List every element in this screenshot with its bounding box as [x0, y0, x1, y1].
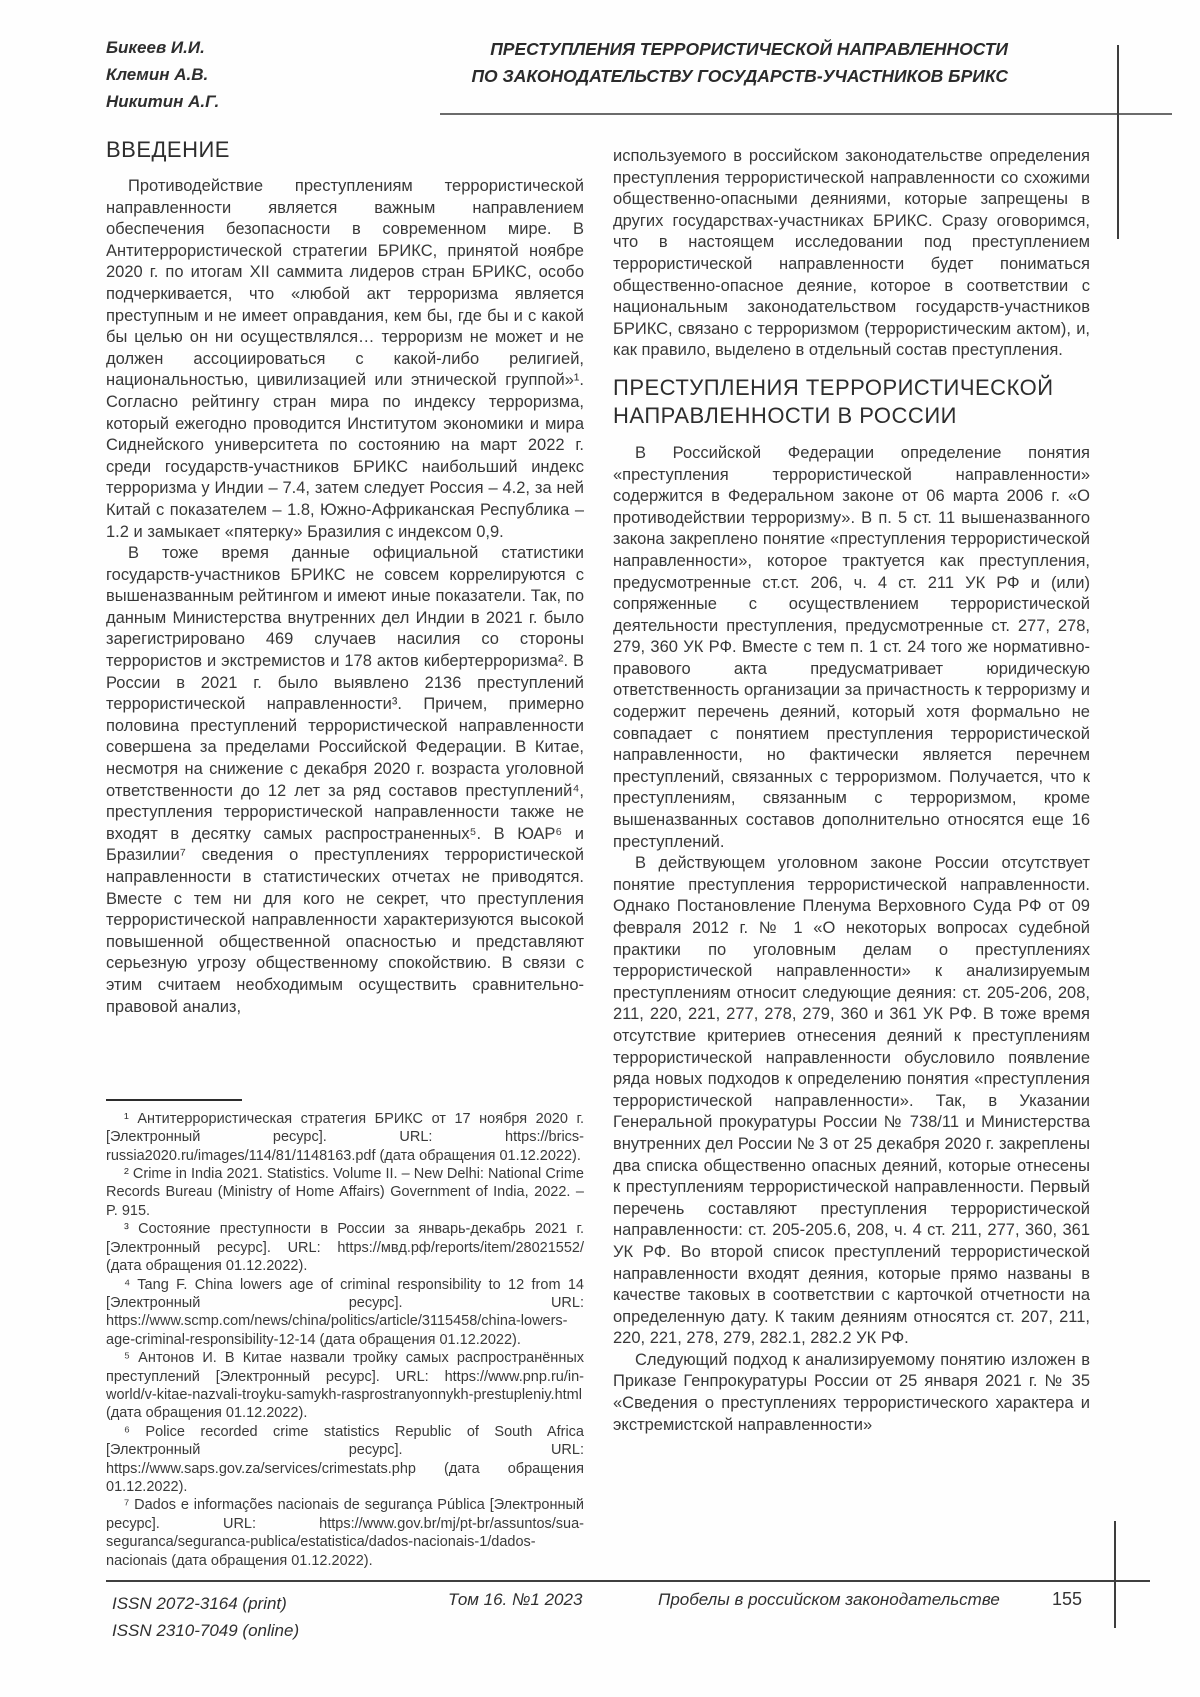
footnote: ⁷ Dados e informações nacionais de segurança Pública [Электронный ресурс]. URL: https://www.gov.br/mj/pt-br/assuntos/sua-seguranca/seguranca-publica/estatistica/dados-nacionais-1/dados-nacionais (дата обращения 01.12.2022).	[106, 1497, 584, 1569]
footnotes-block	[106, 1099, 584, 1570]
header-vertical-rule	[1117, 45, 1119, 239]
page-number: 155	[1052, 1589, 1083, 1609]
issn-block	[112, 1590, 299, 1644]
issn-print: ISSN 2072-3164 (print)	[112, 1594, 287, 1613]
footnote: ⁶ Police recorded crime statistics Republic of South Africa [Электронный ресурс]. URL: https://www.saps.gov.za/services/crimestats.php (дата обращения 01.12.2022).	[106, 1423, 584, 1495]
section-heading-crimes-in-russia: ПРЕСТУПЛЕНИЯ ТЕРРОРИСТИЧЕСКОЙ НАПРАВЛЕННОСТИ В РОССИИ	[613, 374, 1054, 428]
footnote: ² Crime in India 2021. Statistics. Volume II. – New Delhi: National Crime Records Bureau (Ministry of Home Affairs) Government of India, 2022. – P. 915.	[106, 1166, 584, 1219]
section-heading-introduction: ВВЕДЕНИЕ	[106, 137, 230, 162]
article-title-line: ПО ЗАКОНОДАТЕЛЬСТВУ ГОСУДАРСТВ-УЧАСТНИКОВ БРИКС	[471, 66, 1008, 86]
paragraph: используемого в российском законодательстве определения преступления террористической направленности со схожими общественно-опасными деяниями, которые запрещены в других государствах-участниках БРИКС. Сразу оговоримся, что в настоящем исследовании под преступлением террористической направленности будет пониматься общественно-опасное деяние, которое в соответствии с национальным законодательством государств-участников БРИКС, связано с терроризмом (террористическим актом), и, как правило, выделено в отдельный состав преступления.	[613, 147, 1090, 360]
footnote: ³ Состояние преступности в России за январь-декабрь 2021 г. [Электронный ресурс]. URL: https://мвд.рф/reports/item/28021552/ (дата обращения 01.12.2022).	[106, 1221, 584, 1275]
issn-online: ISSN 2310-7049 (online)	[112, 1621, 300, 1640]
article-title-line: ПРЕСТУПЛЕНИЯ ТЕРРОРИСТИЧЕСКОЙ НАПРАВЛЕННОСТИ	[490, 39, 1008, 59]
author-name: Клемин А.В.	[106, 65, 209, 84]
author-name: Бикеев И.И.	[106, 38, 205, 57]
right-column	[613, 146, 1090, 1578]
footer-vertical-rule	[1114, 1521, 1116, 1628]
header-horizontal-rule	[440, 113, 1172, 115]
article-title	[388, 36, 1008, 90]
paragraph: Противодействие преступлениям террористической направленности является важным направлением обеспечения безопасности в современном мире. В Антитеррористической стратегии БРИКС, принятой ноябре 2020 г. по итогам XII саммита лидеров стран БРИКС, особо подчеркивается, что «любой акт терроризма является преступным и не имеет оправдания, кем бы, где бы и с какой бы целью он ни осуществлялся… терроризм не может и не должен ассоциироваться с какой-либо религией, национальностью, цивилизацией или этнической группой»¹. Согласно рейтингу стран мира по индексу терроризма, который ежегодно проводится Институтом экономики и мира Сиднейского университета по состоянию на март 2022 г. среди государств-участников БРИКС наибольший индекс терроризма у Индии – 7.4, затем следует Россия – 4.2, за ней Китай с показателем – 1.8, Южно-Африканская Республика – 1.2 и замыкает «пятерку» Бразилия с индексом 0,9.	[106, 177, 584, 541]
volume-issue-label: Том 16. №1 2023	[448, 1590, 583, 1609]
journal-name: Пробелы в российском законодательстве	[658, 1590, 1000, 1609]
paragraph: В Российской Федерации определение понятия «преступления террористической направленности» содержится в Федеральном законе от 06 марта 2006 г. «О противодействии терроризму». В п. 5 ст. 11 вышеназванного закона закреплено понятие «преступления террористической направленности», которое трактуется как преступления, предусмотренные ст.ст. 206, ч. 4 ст. 211 УК РФ и (или) сопряженные с осуществлением террористической деятельности преступления, предусмотренные ст. 277, 278, 279, 360 УК РФ. Вместе с тем п. 1 ст. 24 того же нормативно-правового акта предусматривает юридическую ответственность организации за причастность к терроризму и содержит перечень деяний, который хотя формально не совпадает с понятием преступления террористической направленности, но фактически является перечнем преступлений, связанных с терроризмом. Получается, что к преступлениям, связанным с терроризмом, кроме вышеназванных составов дополнительно относятся еще 16 преступлений.	[613, 443, 1090, 851]
footer-horizontal-rule	[106, 1580, 1150, 1582]
paragraph: Следующий подход к анализируемому понятию изложен в Приказе Генпрокуратуры России от 25 января 2021 г. № 35 «Сведения о преступлениях террористического характера и экстремистской направленности»	[613, 1350, 1090, 1434]
footnote: ¹ Антитеррористическая стратегия БРИКС от 17 ноября 2020 г. [Электронный ресурс]. URL: https://brics-russia2020.ru/images/114/81/1148163.pdf (дата обращения 01.12.2022).	[106, 1110, 584, 1164]
paragraph: В действующем уголовном законе России отсутствует понятие преступления террористической направленности. Однако Постановление Пленума Верховного Суда РФ от 09 февраля 2012 г. № 1 «О некоторых вопросах судебной практики по уголовным делам о преступлениях террористической направленности» к анализируемым преступлениям относит следующие деяния: ст. 205-206, 208, 211, 220, 221, 277, 278, 279, 360 и 361 УК РФ. В тоже время отсутствие критериев отнесения деяний к преступлениям террористической направленности обусловило появление ряда новых подходов к определению понятия «преступления террористической направленности». Так, в Указании Генеральной прокуратуры России № 738/11 и Министерства внутренних дел России № 3 от 25 декабря 2020 г. закреплены два списка общественно опасных деяний, которые отнесены к преступлениям террористической направленности. Первый перечень составляют преступления террористической направленности: ст. 205-205.6, 208, ч. 4 ст. 211, 277, 360, 361 УК РФ. Во второй список преступлений террористической направленности входят деяния, которые прямо названы в качестве таковых в соответствии с карточкой отчетности на определенную дату. К таким деяниям относятся ст. 207, 211, 220, 221, 278, 279, 282.1, 282.2 УК РФ.	[613, 854, 1090, 1348]
left-column	[106, 130, 584, 1578]
footnote: ⁴ Tang F. China lowers age of criminal responsibility to 12 from 14 [Электронный ресурс]. URL: https://www.scmp.com/news/china/politics/article/3115458/china-lowers-age-criminal-responsibility-12-14 (дата обращения 01.12.2022).	[106, 1276, 584, 1348]
paragraph: В тоже время данные официальной статистики государств-участников БРИКС не совсем коррелируются с вышеназванным рейтингом и имеют иные показатели. Так, по данным Министерства внутренних дел Индии в 2021 г. было зарегистрировано 469 случаев насилия со стороны террористов и экстремистов и 178 актов кибертерроризма². В России в 2021 г. было выявлено 2136 преступлений террористической направленности³. Причем, примерно половина преступлений террористической направленности совершена за пределами Российской Федерации. В Китае, несмотря на снижение с декабря 2020 г. возраста уголовной ответственности до 12 лет за ряд составов преступлений⁴, преступления террористической направленности также не входят в десятку самых распространенных⁵. В ЮАР⁶ и Бразилии⁷ сведения о преступлениях террористической направленности в статистических отчетах не приводятся. Вместе с тем ни для кого не секрет, что преступления террористической направленности характеризуются высокой повышенной общественной опасностью и представляют серьезную угрозу общественному спокойствию. В связи с этим считаем необходимым осуществить сравнительно-правовой анализ,	[106, 544, 584, 1016]
footnote: ⁵ Антонов И. В Китае назвали тройку самых распространённых преступлений [Электронный ресурс]. URL: https://www.pnp.ru/in-world/v-kitae-nazvali-troyku-samykh-rasprostranyonnykh-prestupleniy.html (дата обращения 01.12.2022).	[106, 1350, 584, 1422]
author-name: Никитин А.Г.	[106, 92, 220, 111]
footnote-separator-rule	[106, 1099, 242, 1101]
authors-block	[106, 34, 219, 115]
